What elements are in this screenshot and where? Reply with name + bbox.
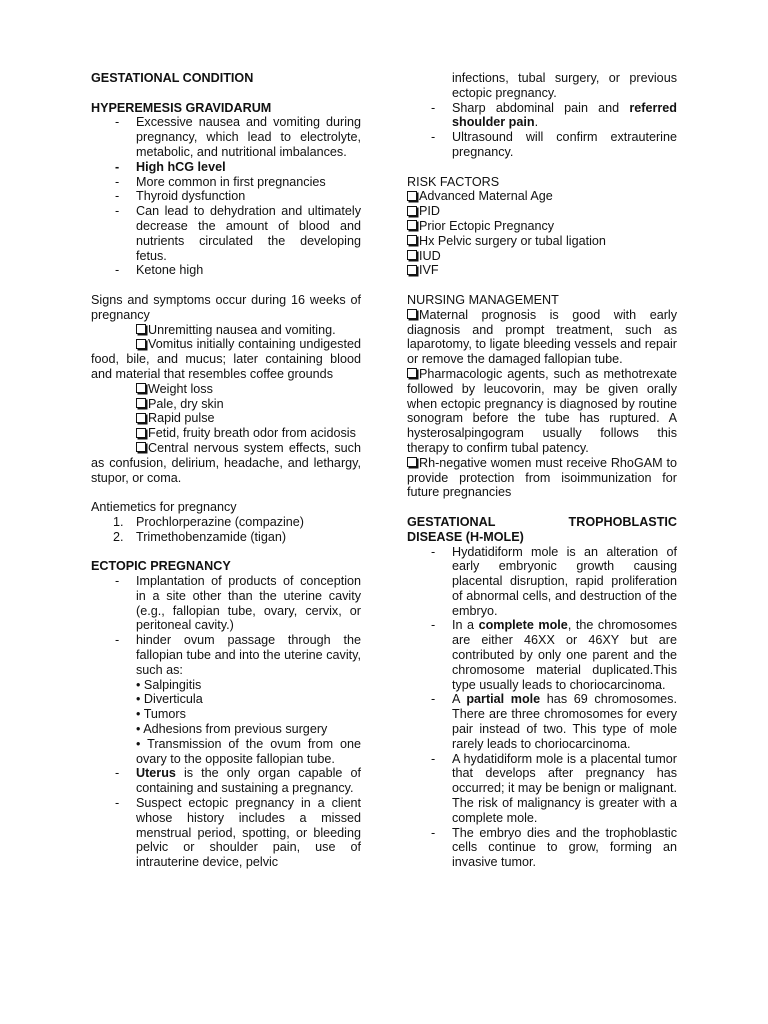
bullet-item: • Diverticula bbox=[136, 692, 361, 707]
gtd-list bbox=[407, 545, 677, 871]
list-item: - Uterus is the only organ capable of containing and sustaining a pregnancy. bbox=[91, 766, 361, 796]
checkbox-bullet-icon bbox=[136, 383, 146, 393]
nursing-item: Maternal prognosis is good with early diagnosis and prompt treatment, such as laparotomy, to ligate bleeding vessels and repair or remove the damaged fallopian tube. bbox=[407, 307, 677, 367]
risk-item: Prior Ectopic Pregnancy bbox=[407, 219, 677, 234]
checkbox-bullet-icon bbox=[407, 368, 417, 378]
list-item: - More common in first pregnancies bbox=[91, 175, 361, 190]
list-item: - Ultrasound will confirm extrauterine pregnancy. bbox=[407, 130, 677, 160]
list-item: - Sharp abdominal pain and referred shoulder pain. bbox=[407, 101, 677, 131]
left-column bbox=[91, 71, 361, 870]
ectopic-heading: ECTOPIC PREGNANCY bbox=[91, 559, 231, 574]
symptom-item: Rapid pulse bbox=[91, 411, 361, 426]
risk-heading: RISK FACTORS bbox=[407, 174, 500, 189]
signs-intro: Signs and symptoms occur during 16 weeks of pregnancy bbox=[91, 292, 361, 322]
list-item: - Hydatidiform mole is an alteration of early embryonic growth causing placental disruption, rapid proliferation of abnormal cells, and destruction of the embryo. bbox=[407, 545, 677, 619]
risk-item: Hx Pelvic surgery or tubal ligation bbox=[407, 234, 677, 249]
checkbox-bullet-icon bbox=[136, 324, 146, 334]
nursing-heading: NURSING MANAGEMENT bbox=[407, 292, 559, 307]
checkbox-bullet-icon bbox=[407, 250, 417, 260]
hyperemesis-list bbox=[91, 115, 361, 278]
bullet-item: • Salpingitis bbox=[136, 678, 361, 693]
checkbox-bullet-icon bbox=[407, 191, 417, 201]
list-item: - Implantation of products of conception in a site other than the uterine cavity (e.g., fallopian tube, ovary, cervix, or peritoneal cavity.) bbox=[91, 574, 361, 633]
right-column bbox=[407, 71, 677, 870]
document-title: GESTATIONAL CONDITION bbox=[91, 71, 254, 85]
gtd-heading: GESTATIONAL TROPHOBLASTIC bbox=[407, 514, 677, 529]
list-item: - Suspect ectopic pregnancy in a client whose history includes a missed menstrual period, spotting, or bleeding pelvic or shoulder pain, use of intrauterine device, pelvic bbox=[91, 796, 361, 870]
antiemetics-list bbox=[91, 515, 361, 545]
list-item-continuation: infections, tubal surgery, or previous ectopic pregnancy. bbox=[452, 71, 677, 100]
risk-item: IVF bbox=[407, 263, 677, 278]
checkbox-bullet-icon bbox=[136, 398, 146, 408]
ectopic-list-continued bbox=[407, 71, 677, 160]
list-item: - Excessive nausea and vomiting during pregnancy, which lead to electrolyte, metabolic, and nutritional imbalances. bbox=[91, 115, 361, 159]
list-item: - A partial mole has 69 chromosomes. There are three chromosomes for every pair instead of two. This type of mole rarely leads to choriocarcinoma. bbox=[407, 692, 677, 751]
ectopic-list bbox=[91, 574, 361, 870]
checkbox-bullet-icon bbox=[407, 220, 417, 230]
list-item: - The embryo dies and the trophoblastic cells continue to grow, forming an invasive tumor. bbox=[407, 826, 677, 870]
risk-item: IUD bbox=[407, 249, 677, 264]
nursing-item: Rh-negative women must receive RhoGAM to provide protection from isoimmunization for future pregnancies bbox=[407, 455, 677, 500]
symptom-item: Weight loss bbox=[91, 382, 361, 397]
checkbox-bullet-icon bbox=[407, 265, 417, 275]
risk-item: PID bbox=[407, 204, 677, 219]
checkbox-bullet-icon bbox=[407, 206, 417, 216]
list-item: - A hydatidiform mole is a placental tumor that develops after pregnancy has occurred; it may be benign or malignant. The risk of malignancy is greater with a complete mole. bbox=[407, 752, 677, 826]
bullet-item: • Adhesions from previous surgery bbox=[136, 722, 361, 737]
list-item: - hinder ovum passage through the fallopian tube and into the uterine cavity, such as: • Salpingitis • Diverticula • Tumors • Adhesions from previous surgery • Transmission of the ovum from one ovary to the opposite fallopian tube. bbox=[91, 633, 361, 766]
symptom-item: Vomitus initially containing undigested food, bile, and mucus; later containing blood and material that resembles coffee grounds bbox=[91, 337, 361, 381]
nursing-item: Pharmacologic agents, such as methotrexate followed by leucovorin, may be given orally when ectopic pregnancy is diagnosed by routine sonogram before the tube has ruptured. A hysterosalpingogram usually follows this therapy to confirm tubal patency. bbox=[407, 366, 677, 455]
antiemetics-intro: Antiemetics for pregnancy bbox=[91, 500, 237, 515]
checkbox-bullet-icon bbox=[407, 235, 417, 245]
list-item: - Can lead to dehydration and ultimately decrease the amount of blood and nutrients circulated the developing fetus. bbox=[91, 204, 361, 263]
hyperemesis-heading: HYPEREMESIS GRAVIDARUM bbox=[91, 100, 272, 115]
checkbox-bullet-icon bbox=[136, 428, 146, 438]
symptom-item: Pale, dry skin bbox=[91, 397, 361, 412]
checkbox-bullet-icon bbox=[136, 413, 146, 423]
checkbox-bullet-icon bbox=[407, 309, 417, 319]
symptom-item: Central nervous system effects, such as confusion, delirium, headache, and lethargy, stupor, or coma. bbox=[91, 440, 361, 485]
risk-item: Advanced Maternal Age bbox=[407, 189, 677, 204]
bullet-item: • Tumors bbox=[136, 707, 361, 722]
list-item: - Ketone high bbox=[91, 263, 361, 278]
symptom-item: Unremitting nausea and vomiting. bbox=[91, 323, 361, 338]
list-item: 1. Prochlorperazine (compazine) bbox=[113, 514, 304, 529]
checkbox-bullet-icon bbox=[136, 339, 146, 349]
bullet-item: • Transmission of the ovum from one ovary to the opposite fallopian tube. bbox=[136, 737, 361, 767]
list-item: - Thyroid dysfunction bbox=[91, 189, 361, 204]
list-item: 2. Trimethobenzamide (tigan) bbox=[113, 529, 287, 544]
checkbox-bullet-icon bbox=[407, 457, 417, 467]
list-item: - High hCG level bbox=[91, 160, 361, 175]
gtd-heading-line2: DISEASE (H-MOLE) bbox=[407, 529, 524, 544]
list-item: - In a complete mole, the chromosomes are either 46XX or 46XY but are contributed by only one parent and the chromosome material duplicated.This type usually leads to choriocarcinoma. bbox=[407, 618, 677, 692]
checkbox-bullet-icon bbox=[136, 442, 146, 452]
symptom-item: Fetid, fruity breath odor from acidosis bbox=[91, 426, 361, 441]
